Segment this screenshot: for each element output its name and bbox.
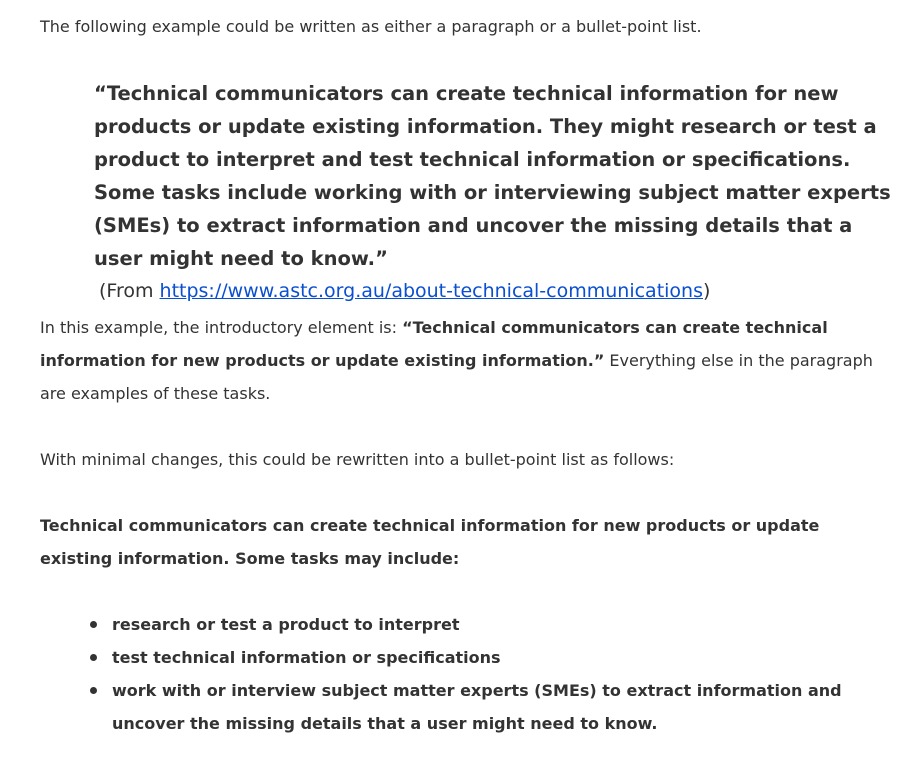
source-link[interactable]: https://www.astc.org.au/about-technical-communications: [159, 280, 703, 302]
rewrite-paragraph: With minimal changes, this could be rewritten into a bullet-point list as follows:: [40, 450, 675, 469]
list-item: [90, 608, 890, 641]
list-lead-paragraph: Technical communicators can create technical information for new products or update existing information. Some tasks may include:: [40, 516, 820, 568]
example-paragraph: [40, 311, 890, 410]
bullet-icon: [90, 654, 97, 661]
list-item-text: test technical information or specifications: [112, 648, 501, 667]
list-item-text: research or test a product to interpret: [112, 615, 460, 634]
quote-text: “Technical communicators can create technical information for new products or update existing information. They might research or test a product to interpret and test technical information or specifications. Some tasks include working with or interviewing subject matter experts (SMEs) to extract information and uncover the missing details that a user might need to know.”: [94, 82, 891, 270]
blockquote: [94, 77, 894, 308]
example-prefix: In this example, the introductory element is:: [40, 318, 403, 337]
bullet-icon: [90, 621, 97, 628]
list-item-text: work with or interview subject matter experts (SMEs) to extract information and uncover the missing details that a user might need to know.: [112, 681, 842, 733]
bullet-icon: [90, 687, 97, 694]
introductory-element-text: “Technical communicators can create technical information for new products or update existing information.”: [40, 318, 828, 370]
intro-paragraph: The following example could be written as either a paragraph or a bullet-point list.: [40, 17, 702, 36]
source-suffix: ): [703, 280, 711, 302]
quote-source: [94, 275, 894, 308]
list-item: [90, 674, 890, 740]
example-suffix: Everything else in the paragraph are examples of these tasks.: [40, 351, 873, 403]
source-prefix: (From: [99, 280, 160, 302]
list-item: [90, 641, 890, 674]
task-list: [90, 608, 890, 740]
